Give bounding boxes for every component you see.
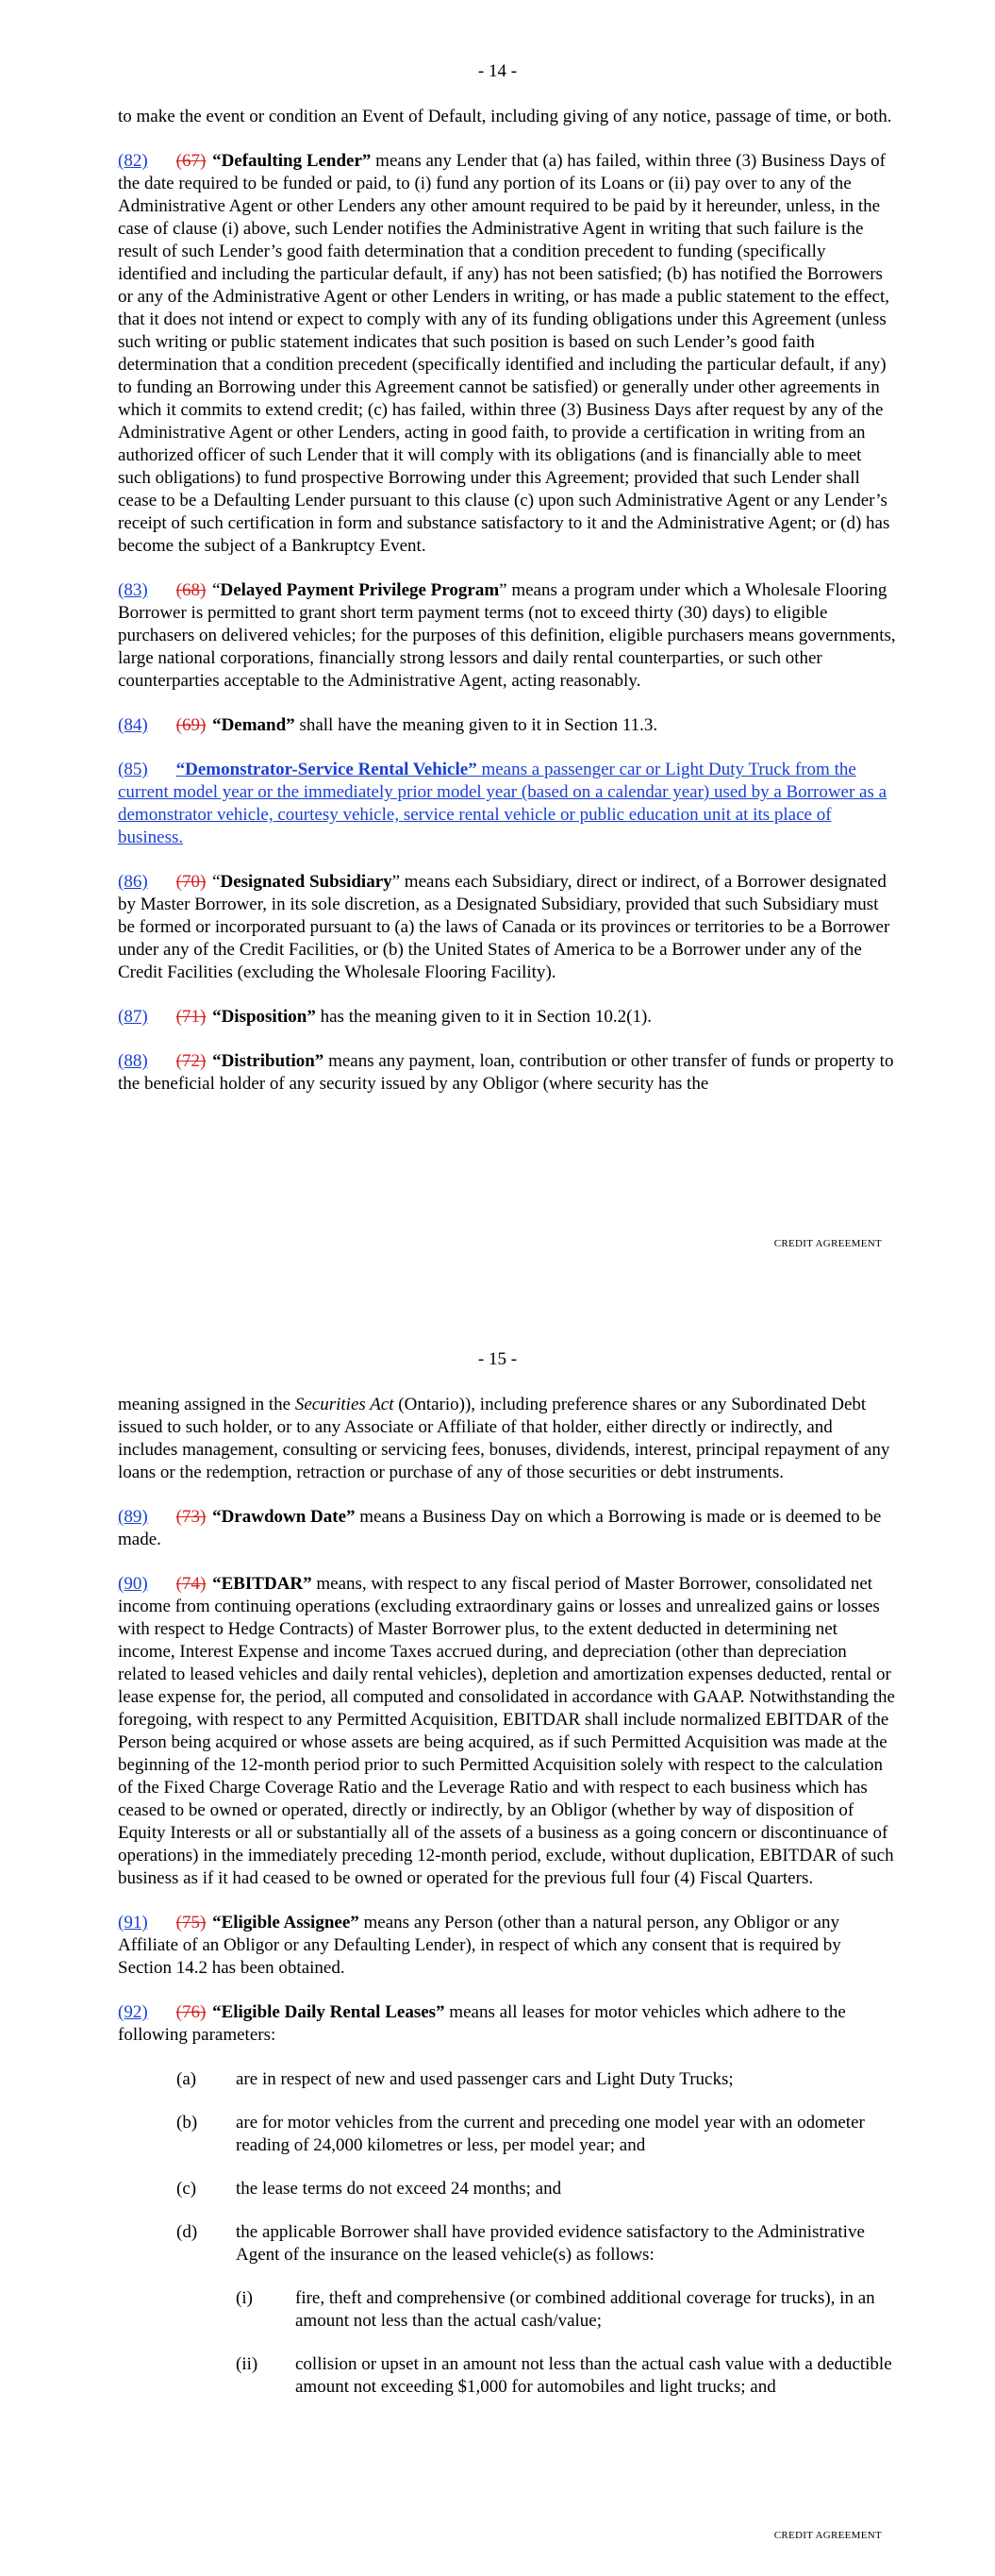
open-quote: “ — [207, 872, 221, 892]
deleted-section-number: (67) — [175, 151, 207, 171]
sublist-label: (ii) — [236, 2354, 258, 2374]
definition-defaulting-lender — [118, 150, 896, 558]
intro-text: meaning assigned in the — [118, 1395, 295, 1414]
page-number: - 14 - — [477, 61, 518, 81]
list-label: (c) — [176, 2179, 197, 2199]
definition-text: has the meaning given to it in Section 10.2(1). — [315, 1007, 653, 1027]
definition-text: means any Person (other than a natural person, any Obligor or any Affiliate of an Obligor or any Defaulting Lender), in respect of which any consent that is required by Section 14.2 has been obtained. — [118, 1913, 841, 1978]
new-section-number[interactable]: (85) — [118, 760, 148, 779]
deleted-section-number: (76) — [175, 2002, 207, 2022]
definition-eligible-daily-rental-leases — [118, 2001, 896, 2047]
definition-text: means, with respect to any fiscal period of Master Borrower, consolidated net income from continuing operations (excluding extraordinary gains or losses and unrealized gains or losses with respect to Hedge Contracts) of Master Borrower plus, to the extent deducted in determining net income, Interest Expense and income Taxes accrued during, and depreciation (other than depreciation related to leased vehicles and daily rental vehicles), depletion and amortization expenses deducted, rental or lease expense for, the period, all computed and consolidated in accordance with GAAP. Notwithstanding the foregoing, with respect to any Permitted Acquisition, EBITDAR shall include normalized EBITDAR of the Person being acquired or whose assets are being acquired, as if such Permitted Acquisition was made at the beginning of the 12-month period prior to such Permitted Acquisition solely with respect to the calculation of the Fixed Charge Coverage Ratio and the Leverage Ratio and with respect to each business which has ceased to be owned or operated, directly or indirectly, by an Obligor (whether by way of disposition of Equity Interests or all or substantially all of the assets of a business as a going concern or discontinuance of operations) in the immediately preceding 12-month period, exclude, without duplication, EBITDAR of such business as if it had ceased to be owned or operated for the previous full four (4) Fiscal Quarters. — [118, 1574, 895, 1888]
definition-ebitdar — [118, 1573, 896, 1890]
definition-text: shall have the meaning given to it in Section 11.3. — [294, 715, 658, 735]
new-section-number[interactable]: (92) — [118, 2002, 148, 2022]
definition-disposition — [118, 1006, 896, 1029]
page-footer: CREDIT AGREEMENT — [773, 1238, 882, 1249]
continuation-paragraph — [118, 1394, 896, 1484]
new-section-number[interactable]: (83) — [118, 580, 148, 600]
deleted-section-number: (73) — [175, 1507, 207, 1527]
page-15 — [0, 1288, 995, 2576]
new-section-number[interactable]: (88) — [118, 1051, 148, 1071]
definition-distribution — [118, 1050, 896, 1096]
sublist-item-i — [118, 2287, 896, 2333]
list-text: the lease terms do not exceed 24 months; and — [236, 2179, 562, 2199]
defined-term: “Disposition” — [212, 1007, 316, 1027]
statute-name: Securities Act — [294, 1395, 394, 1414]
intro-text-rest: (Ontario)), including preference shares or any Subordinated Debt issued to such holder, or to any Associate or Affiliate of that holder, either directly or indirectly, and includes management, consulting or servicing fees, bonuses, dividends, interest, principal repayment of any loans or the redemption, retraction or purchase of any of those securities or debt instruments. — [118, 1395, 890, 1482]
continuation-paragraph: to make the event or condition an Event of Default, including giving of any notice, passage of time, or both. — [118, 107, 892, 126]
defined-term: “Demonstrator-Service Rental Vehicle” — [175, 760, 477, 779]
list-item-b — [118, 2112, 896, 2157]
defined-term: “Defaulting Lender” — [212, 151, 372, 171]
definition-text: means a Business Day on which a Borrowing is made or is deemed to be made. — [118, 1507, 882, 1549]
list-text: the applicable Borrower shall have provided evidence satisfactory to the Administrative Agent of the insurance on the leased vehicle(s) as follows: — [236, 2222, 865, 2265]
list-item-a — [118, 2068, 896, 2091]
sublist-item-ii — [118, 2353, 896, 2399]
list-label: (d) — [176, 2222, 198, 2242]
defined-term: “EBITDAR” — [212, 1574, 312, 1594]
definition-text: means any payment, loan, contribution or other transfer of funds or property to the beneficial holder of any security issued by any Obligor (where security has the — [118, 1051, 894, 1094]
list-item-c — [118, 2178, 896, 2200]
list-label: (a) — [176, 2069, 197, 2089]
definition-drawdown-date — [118, 1506, 896, 1551]
deleted-section-number: (72) — [175, 1051, 207, 1071]
definition-text: ” means a program under which a Wholesale Flooring Borrower is permitted to grant short term payment terms (not to exceed thirty (30) days) to eligible purchasers on delivered vehicles; for the purposes of this definition, eligible purchasers means governments, large national corporations, financially strong lessors and daily rental counterparties, or such other counterparties acceptable to the Administrative Agent, acting reasonably. — [118, 580, 896, 691]
list-label: (b) — [176, 2113, 198, 2133]
new-section-number[interactable]: (82) — [118, 151, 148, 171]
deleted-section-number: (75) — [175, 1913, 207, 1932]
page-content — [118, 1394, 896, 2419]
open-quote: “ — [207, 580, 221, 600]
defined-term: “Eligible Assignee” — [212, 1913, 359, 1932]
page-content — [118, 106, 896, 1117]
page-footer: CREDIT AGREEMENT — [773, 2530, 882, 2541]
definition-text: means a passenger car or Light Duty Truck from the current model year or the immediately prior model year (based on a calendar year) used by a Borrower as a demonstrator vehicle, courtesy vehicle, service rental vehicle or public education unit at its place of business. — [118, 760, 887, 847]
sublist-text: collision or upset in an amount not less than the actual cash value with a deductible amount not exceeding $1,000 for automobiles and light trucks; and — [295, 2354, 892, 2397]
new-section-number[interactable]: (87) — [118, 1007, 148, 1027]
definition-demonstrator-service-rental-vehicle — [118, 759, 896, 849]
deleted-section-number: (71) — [175, 1007, 207, 1027]
new-section-number[interactable]: (91) — [118, 1913, 148, 1932]
defined-term: “Eligible Daily Rental Leases” — [212, 2002, 445, 2022]
new-section-number[interactable]: (90) — [118, 1574, 148, 1594]
defined-term: Designated Subsidiary — [220, 872, 392, 892]
definition-designated-subsidiary — [118, 871, 896, 984]
new-section-number[interactable]: (86) — [118, 872, 148, 892]
deleted-section-number: (68) — [175, 580, 207, 600]
defined-term: “Demand” — [212, 715, 295, 735]
list-text: are in respect of new and used passenger cars and Light Duty Trucks; — [236, 2069, 734, 2089]
definition-demand — [118, 714, 896, 737]
defined-term: “Distribution” — [212, 1051, 324, 1071]
new-section-number[interactable]: (84) — [118, 715, 148, 735]
new-section-number[interactable]: (89) — [118, 1507, 148, 1527]
definition-text: means any Lender that (a) has failed, within three (3) Business Days of the date required to be funded or paid, to (i) fund any portion of its Loans or (ii) pay over to any of the Administrative Agent or other Lenders any other amount required to be paid by it hereunder, unless, in the case of clause (i) above, such Lender notifies the Administrative Agent in writing that such failure is the result of such Lender’s good faith determination that a condition precedent to funding (specifically identified and including the particular default, if any) has not been satisfied; (b) has notified the Borrowers or any of the Administrative Agent or other Lenders in writing, or has made a public statement to the effect, that it does not intend or expect to comply with any of its funding obligations under this Agreement (unless such writing or public statement indicates that such position is based on such Lender’s good faith determination that a condition precedent (specifically identified and including the particular default, if any) to funding an Borrowing under this Agreement cannot be satisfied) or generally under other agreements in which it commits to extend credit; (c) has failed, within three (3) Business Days after request by any of the Administrative Agent or other Lenders, acting in good faith, to provide a certification in writing from an authorized officer of such Lender that it will comply with its obligations (and is financially able to meet such obligations) to fund prospective Borrowing under this Agreement; provided that such Lender shall cease to be a Defaulting Lender pursuant to this clause (c) upon such Administrative Agent or any Lender’s receipt of such certification in form and substance satisfactory to it and the Administrative Agent; or (d) has become the subject of a Bankruptcy Event. — [118, 151, 890, 556]
definition-text: means all leases for motor vehicles which adhere to the following parameters: — [118, 2002, 846, 2045]
sublist-label: (i) — [236, 2288, 253, 2308]
defined-term: Delayed Payment Privilege Program — [220, 580, 500, 600]
deleted-section-number: (74) — [175, 1574, 207, 1594]
list-item-d — [118, 2221, 896, 2267]
definition-delayed-payment-privilege-program — [118, 579, 896, 693]
definition-text: ” means each Subsidiary, direct or indirect, of a Borrower designated by Master Borrower, in its sole discretion, as a Designated Subsidiary, provided that such Subsidiary must be formed or incorporated pursuant to (a) the laws of Canada or its provinces or territories to be a Borrower under any of the Credit Facilities, or (b) the United States of America to be a Borrower under any of the Credit Facilities (excluding the Wholesale Flooring Facility). — [118, 872, 890, 982]
sublist-text: fire, theft and comprehensive (or combined additional coverage for trucks), in an amount not less than the actual cash/value; — [295, 2288, 875, 2331]
inserted-text — [118, 760, 887, 847]
deleted-section-number: (69) — [175, 715, 207, 735]
defined-term: “Drawdown Date” — [212, 1507, 356, 1527]
page-number: - 15 - — [477, 1349, 518, 1369]
list-text: are for motor vehicles from the current and preceding one model year with an odometer reading of 24,000 kilometres or less, per model year; and — [236, 2113, 865, 2155]
deleted-section-number: (70) — [175, 872, 207, 892]
definition-eligible-assignee — [118, 1912, 896, 1980]
